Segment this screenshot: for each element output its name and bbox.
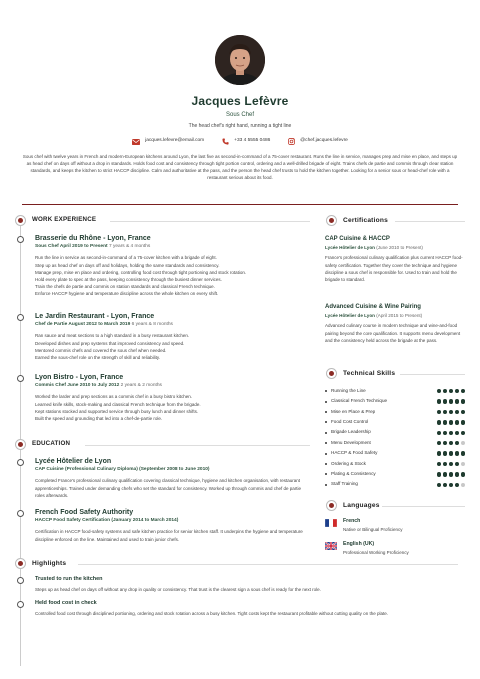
certification-body: Advanced culinary course in modern technique and wine-and-food pairing beyond the core qualification. It supports menu development and the consistency held across the brigade at the pass. bbox=[325, 323, 461, 343]
phone-text: +33 4 5555 0486 bbox=[234, 138, 271, 144]
section-title: Technical Skills bbox=[343, 369, 396, 377]
detail-line: Ran sauce and meat sections to a high standard in a busy restaurant kitchen. bbox=[35, 333, 190, 339]
rating-dot bbox=[437, 420, 441, 424]
rating-dot bbox=[437, 451, 441, 455]
certification-entry bbox=[325, 235, 465, 283]
skill-rating bbox=[437, 472, 465, 476]
skill-rating bbox=[437, 441, 465, 445]
employer-title: Le Jardin Restaurant - Lyon, France bbox=[35, 313, 155, 320]
section-rule bbox=[400, 374, 465, 375]
experience-entry bbox=[35, 374, 310, 422]
skill-row bbox=[325, 417, 465, 427]
role-dates-text: Sous Chef April 2019 to Present bbox=[35, 244, 108, 250]
rating-dot bbox=[455, 483, 459, 487]
skill-row bbox=[325, 407, 465, 417]
profile-summary: Sous chef with twelve years in French and modern-European kitchens around Lyon, the last five as second-in-command of a 75-cover restaurant. Runs the line in service, manages prep and mise en place, and steps up as head chef on days off without a drop in standards. Holds food cost and consistency through tight portion control, ordering and a well-drilled brigade of eight. Trains chefs de partie and commis through clear station standards, and keeps the kitchen to strict HACCP discipline. Calm and authoritative at the pass, and the person the head chef trusts to hold the kitchen together. Looking for a senior sous or head-chef role with a restaurant serious about its food. bbox=[22, 154, 458, 180]
instagram-text: @chef.jacques.lefevre bbox=[300, 138, 348, 144]
education-details: Certification in HACCP food-safety systems and safe kitchen practice for senior kitchen staff. It underpins the hygiene and temperature discipline enforced on the line. Maintained and used to train junior chefs. bbox=[35, 529, 303, 542]
skill-name bbox=[325, 450, 377, 457]
bullet-icon bbox=[325, 484, 327, 486]
rating-dot bbox=[461, 420, 465, 424]
star-icon bbox=[15, 558, 26, 569]
rating-dot bbox=[455, 410, 459, 414]
candidate-role: Sous Chef bbox=[225, 112, 255, 118]
rating-dot bbox=[437, 441, 441, 445]
employer-title: Brasserie du Rhône - Lyon, France bbox=[35, 235, 151, 242]
rating-dot bbox=[461, 483, 465, 487]
timeline-node bbox=[17, 601, 24, 608]
highlight-entry bbox=[35, 576, 460, 593]
timeline-node bbox=[17, 459, 24, 466]
qualification: CAP Cuisine (Professional Culinary Diploma) (September 2008 to June 2010) bbox=[35, 467, 210, 473]
section-title: Certifications bbox=[343, 216, 388, 224]
skill-rating bbox=[437, 462, 465, 466]
role-dates-text: Chef de Partie August 2012 to March 2019 bbox=[35, 322, 131, 328]
rating-dot bbox=[437, 483, 441, 487]
skill-rating bbox=[437, 399, 465, 403]
skill-label: Mise en Place & Prep bbox=[331, 408, 376, 414]
skill-row bbox=[325, 428, 465, 438]
skill-rating bbox=[437, 410, 465, 414]
skill-label: Classical French Technique bbox=[331, 398, 388, 404]
skill-rating bbox=[437, 420, 465, 424]
rating-dot bbox=[461, 451, 465, 455]
rating-dot bbox=[455, 399, 459, 403]
fr-flag-icon bbox=[325, 519, 337, 527]
contact-email[interactable] bbox=[132, 138, 204, 145]
globe-icon bbox=[326, 500, 337, 511]
rating-dot bbox=[461, 431, 465, 435]
rating-dot bbox=[461, 441, 465, 445]
bullet-icon bbox=[325, 453, 327, 455]
certifications-heading bbox=[326, 215, 388, 226]
highlights-heading bbox=[15, 558, 66, 569]
issuer-text: Lycée Hôtelier de Lyon bbox=[325, 312, 375, 318]
skill-rating bbox=[437, 431, 465, 435]
highlight-title: Held food cost in check bbox=[35, 600, 97, 606]
rating-dot bbox=[449, 389, 453, 393]
issuer-text: Lycée Hôtelier de Lyon bbox=[325, 244, 375, 250]
section-rule bbox=[382, 506, 465, 507]
phone-icon bbox=[222, 138, 229, 145]
skills-list bbox=[325, 386, 465, 490]
work-experience-heading bbox=[15, 215, 96, 226]
skill-name bbox=[325, 409, 375, 416]
skill-rating bbox=[437, 483, 465, 487]
experience-details bbox=[35, 254, 310, 297]
candidate-name: Jacques Lefèvre bbox=[191, 94, 289, 108]
candidate-tagline: The head chef's right hand, running a tight line bbox=[188, 123, 292, 129]
skill-name bbox=[325, 471, 376, 478]
detail-line: Enforce HACCP hygiene and temperature discipline across the whole kitchen on every shift. bbox=[35, 291, 219, 297]
rating-dot bbox=[443, 420, 447, 424]
technical-skills-heading bbox=[326, 368, 395, 379]
certification-title: CAP Cuisine & HACCP bbox=[325, 236, 390, 242]
instagram-icon bbox=[288, 138, 295, 145]
rating-dot bbox=[461, 472, 465, 476]
duration: 7 years & 4 months bbox=[108, 244, 151, 250]
rating-dot bbox=[449, 472, 453, 476]
rating-dot bbox=[455, 462, 459, 466]
skill-name bbox=[325, 481, 358, 488]
languages-heading bbox=[326, 500, 380, 511]
highlight-body: Steps up as head chef on days off without any drop in quality or consistency. That trust is the clearest sign a sous chef is ready for the next role. bbox=[35, 586, 321, 592]
rating-dot bbox=[437, 431, 441, 435]
role-dates bbox=[35, 244, 310, 251]
skill-row bbox=[325, 469, 465, 479]
bullet-icon bbox=[325, 473, 327, 475]
section-rule bbox=[395, 221, 465, 222]
rating-dot bbox=[455, 389, 459, 393]
bullet-icon bbox=[325, 401, 327, 403]
language-level: Native or Bilingual Proficiency bbox=[343, 526, 403, 532]
cert-dates: (June 2010 to Present) bbox=[376, 244, 423, 250]
experience-entry bbox=[35, 313, 310, 361]
rating-dot bbox=[455, 472, 459, 476]
highlight-body: Controlled food cost through disciplined portioning, ordering and stock rotation across a busy kitchen. Tight costs kept the restaurant profitable without cutting quality on the plate. bbox=[35, 610, 388, 616]
experience-details bbox=[35, 393, 310, 422]
experience-details bbox=[35, 332, 310, 361]
rating-dot bbox=[449, 462, 453, 466]
certification-issuer bbox=[325, 245, 465, 252]
employer-title: Lyon Bistro - Lyon, France bbox=[35, 374, 124, 381]
rating-dot bbox=[455, 441, 459, 445]
timeline-node bbox=[17, 314, 24, 321]
detail-line: Developed dishes and prep systems that improved consistency and speed. bbox=[35, 340, 185, 346]
bullet-icon bbox=[325, 411, 327, 413]
bullet-icon bbox=[325, 442, 327, 444]
skill-row bbox=[325, 459, 465, 469]
skill-label: Ordering & Stock bbox=[331, 460, 366, 466]
cert-dates: (April 2015 to Present) bbox=[376, 312, 423, 318]
education-heading bbox=[15, 439, 70, 450]
timeline-node bbox=[17, 510, 24, 517]
rating-dot bbox=[437, 472, 441, 476]
envelope-icon bbox=[132, 139, 140, 145]
language-name: French bbox=[343, 518, 361, 524]
detail-line: Step up as head chef on days off and holidays, holding the same standards and consistency. bbox=[35, 262, 220, 268]
experience-entry bbox=[35, 235, 310, 297]
section-rule bbox=[78, 564, 458, 565]
role-dates-text: Commis Chef June 2010 to July 2012 bbox=[35, 383, 120, 389]
rating-dot bbox=[461, 462, 465, 466]
rating-dot bbox=[449, 451, 453, 455]
skill-label: Plating & Consistency bbox=[331, 470, 376, 476]
language-entry bbox=[325, 518, 403, 533]
header-divider bbox=[22, 204, 458, 205]
section-rule bbox=[85, 445, 310, 446]
rating-dot bbox=[443, 483, 447, 487]
certification-body: France's professional culinary qualification plus current HACCP food-safety certification. Together they cover the technique and hygiene discipline a sous chef is responsible for. Used to train and hold the brigade to standard. bbox=[325, 255, 463, 282]
skill-row bbox=[325, 438, 465, 448]
email-text: jacques.lefevre@email.com bbox=[145, 138, 205, 144]
detail-line: Manage prep, mise en place and ordering, controlling food cost through tight portioning and stock rotation. bbox=[35, 269, 247, 275]
timeline-node bbox=[17, 375, 24, 382]
rating-dot bbox=[443, 389, 447, 393]
rating-dot bbox=[449, 483, 453, 487]
certification-title: Advanced Cuisine & Wine Pairing bbox=[325, 304, 421, 310]
certification-issuer bbox=[325, 313, 465, 320]
rating-dot bbox=[449, 420, 453, 424]
rating-dot bbox=[443, 462, 447, 466]
school-title: Lycée Hôtelier de Lyon bbox=[35, 458, 112, 465]
rating-dot bbox=[443, 472, 447, 476]
skill-label: HACCP & Food Safety bbox=[331, 450, 378, 456]
section-title: WORK EXPERIENCE bbox=[32, 216, 97, 223]
bullet-icon bbox=[325, 432, 327, 434]
rating-dot bbox=[443, 410, 447, 414]
skill-label: Food Cost Control bbox=[331, 419, 369, 425]
role-dates bbox=[35, 383, 310, 390]
skill-label: Brigade Leadership bbox=[331, 429, 371, 435]
role-dates bbox=[35, 322, 310, 329]
rating-dot bbox=[461, 410, 465, 414]
education-entry bbox=[35, 458, 310, 499]
section-title: Languages bbox=[343, 501, 380, 509]
timeline-node bbox=[17, 236, 24, 243]
language-name: English (UK) bbox=[343, 541, 375, 547]
detail-line: Train the chefs de partie and commis on station standards and classical French technique. bbox=[35, 284, 215, 290]
rating-dot bbox=[437, 410, 441, 414]
detail-line: Run the line in service as second-in-command of a 75-cover kitchen with a brigade of eight. bbox=[35, 255, 217, 261]
rating-dot bbox=[449, 399, 453, 403]
bullet-icon bbox=[325, 390, 327, 392]
timeline-node bbox=[17, 577, 24, 584]
skill-rating bbox=[437, 389, 465, 393]
skill-name bbox=[325, 419, 368, 426]
duration: 6 years & 8 months bbox=[131, 322, 173, 328]
rating-dot bbox=[443, 441, 447, 445]
rating-dot bbox=[461, 389, 465, 393]
certification-entry bbox=[325, 303, 465, 344]
rating-dot bbox=[449, 410, 453, 414]
rating-dot bbox=[443, 451, 447, 455]
rating-dot bbox=[455, 431, 459, 435]
rating-dot bbox=[443, 399, 447, 403]
skill-name bbox=[325, 440, 371, 447]
skill-name bbox=[325, 429, 371, 436]
graduation-cap-icon bbox=[15, 439, 26, 450]
detail-line: Mentored commis chefs and covered the sous chef when needed. bbox=[35, 347, 167, 353]
rating-dot bbox=[455, 420, 459, 424]
section-title: EDUCATION bbox=[32, 440, 71, 447]
skill-row bbox=[325, 396, 465, 406]
skill-rating bbox=[437, 451, 465, 455]
skill-row bbox=[325, 480, 465, 490]
qualification: HACCP Food Safety Certification (January 2014 to March 2014) bbox=[35, 518, 179, 524]
bullet-icon bbox=[325, 463, 327, 465]
avatar bbox=[215, 35, 265, 85]
skill-name bbox=[325, 388, 366, 395]
rating-dot bbox=[455, 451, 459, 455]
section-title: Highlights bbox=[32, 559, 67, 567]
duration: 2 years & 2 months bbox=[120, 383, 162, 389]
language-entry bbox=[325, 541, 409, 556]
rating-dot bbox=[437, 462, 441, 466]
school-title: French Food Safety Authority bbox=[35, 509, 134, 516]
rating-dot bbox=[437, 389, 441, 393]
skill-row bbox=[325, 448, 465, 458]
contact-bar bbox=[0, 138, 480, 145]
detail-line: Built the speed and grounding that led into a chef-de-partie role. bbox=[35, 415, 163, 421]
rating-dot bbox=[443, 431, 447, 435]
detail-line: Hold every plate to spec at the pass, keeping consistency through the busiest dinner services. bbox=[35, 276, 222, 282]
skill-label: Running the Line bbox=[331, 387, 366, 393]
contact-instagram[interactable] bbox=[288, 138, 348, 145]
uk-flag-icon bbox=[325, 542, 337, 550]
section-rule bbox=[110, 221, 310, 222]
skill-row bbox=[325, 386, 465, 396]
tools-icon bbox=[326, 368, 337, 379]
detail-line: Kept stations stocked and supported service through busy lunch and dinner shifts. bbox=[35, 408, 199, 414]
rating-dot bbox=[449, 441, 453, 445]
highlight-title: Trusted to run the kitchen bbox=[35, 576, 103, 582]
skill-name bbox=[325, 398, 387, 405]
certificate-icon bbox=[326, 215, 337, 226]
contact-phone[interactable] bbox=[222, 138, 270, 145]
rating-dot bbox=[437, 399, 441, 403]
rating-dot bbox=[449, 431, 453, 435]
skill-label: Staff Training bbox=[331, 481, 358, 487]
language-level: Professional Working Proficiency bbox=[343, 549, 409, 555]
detail-line: Worked the larder and prep sections as a commis chef in a busy bistro kitchen. bbox=[35, 394, 192, 400]
skill-name bbox=[325, 461, 366, 468]
briefcase-icon bbox=[15, 215, 26, 226]
education-details: Completed France's professional culinary qualification covering classical technique, hygiene and kitchen organisation, with restaurant apprenticeships. Trained under demanding chefs who set the standard for consistency. Worked up through commis and chef de partie roles afterwards. bbox=[35, 478, 301, 498]
education-entry bbox=[35, 509, 310, 543]
rating-dot bbox=[461, 399, 465, 403]
bullet-icon bbox=[325, 421, 327, 423]
detail-line: Learned knife skills, stock-making and classical French technique from the brigade. bbox=[35, 401, 201, 407]
skill-label: Menu Development bbox=[331, 439, 371, 445]
highlight-entry bbox=[35, 600, 460, 617]
detail-line: Earned the sous-chef role on the strength of skill and reliability. bbox=[35, 354, 160, 360]
